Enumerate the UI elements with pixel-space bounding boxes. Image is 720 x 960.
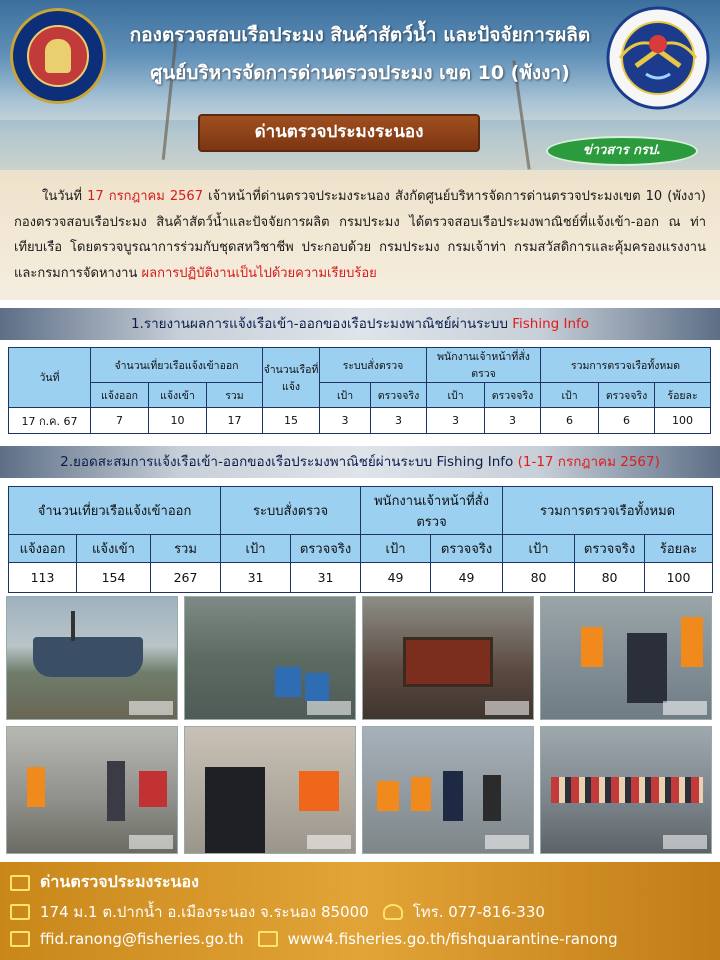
table-cell: 10 bbox=[149, 408, 207, 434]
photo-crew-document-check bbox=[184, 726, 356, 854]
table-cell: 17 ก.ค. 67 bbox=[9, 408, 91, 434]
intro-paragraph bbox=[14, 184, 706, 286]
folder-icon bbox=[10, 875, 30, 891]
footer-address: 174 ม.1 ต.ปากน้ำ อ.เมืองระนอง จ.ระนอง 85000 bbox=[40, 903, 369, 921]
table-cell: 100 bbox=[655, 408, 711, 434]
header-system: ระบบสั่งตรวจ bbox=[320, 348, 427, 383]
section-2-title-bar bbox=[0, 446, 720, 478]
table-cell: 7 bbox=[91, 408, 149, 434]
photo-boat-deck-nets bbox=[184, 596, 356, 720]
photo-fish-hold bbox=[362, 596, 534, 720]
footer-office-name: ด่านตรวจประมงระนอง bbox=[40, 872, 199, 891]
table-cell: 31 bbox=[221, 563, 291, 593]
table-cell: 3 bbox=[427, 408, 485, 434]
header-percent: ร้อยละ bbox=[655, 383, 711, 408]
header-date: วันที่ bbox=[9, 348, 91, 408]
header-sum: รวม bbox=[151, 535, 221, 563]
table-cell: 49 bbox=[361, 563, 431, 593]
table-cell: 80 bbox=[503, 563, 575, 593]
header-target: เป้า bbox=[427, 383, 485, 408]
email-icon bbox=[10, 931, 30, 947]
header-system: ระบบสั่งตรวจ bbox=[221, 487, 361, 535]
header-actual: ตรวจจริง bbox=[485, 383, 541, 408]
section-2-title-period: (1-17 กรกฎาคม 2567) bbox=[517, 454, 660, 470]
photo-fishing-boat bbox=[6, 596, 178, 720]
table-cell: 6 bbox=[541, 408, 599, 434]
photo-group-lineup bbox=[540, 726, 712, 854]
fishery-inspection-badge-logo bbox=[606, 6, 710, 110]
envelope-icon bbox=[10, 904, 30, 920]
header-title-line-1: กองตรวจสอบเรือประมง สินค้าสัตว์น้ำ และปัจจัยการผลิต bbox=[129, 24, 591, 46]
checkpoint-name-banner: ด่านตรวจประมงระนอง bbox=[198, 114, 480, 152]
footer-email[interactable]: ffid.ranong@fisheries.go.th bbox=[40, 930, 244, 948]
header-percent: ร้อยละ bbox=[645, 535, 713, 563]
header-actual: ตรวจจริง bbox=[291, 535, 361, 563]
header-in: แจ้งเข้า bbox=[149, 383, 207, 408]
header-target: เป้า bbox=[503, 535, 575, 563]
table-cell: 113 bbox=[9, 563, 77, 593]
table-cell: 267 bbox=[151, 563, 221, 593]
photo-officers-on-deck bbox=[362, 726, 534, 854]
header-title-line-2: ศูนย์บริหารจัดการด่านตรวจประมง เขต 10 (พังงา) bbox=[150, 62, 570, 84]
table-cell: 6 bbox=[599, 408, 655, 434]
footer-address-row bbox=[10, 900, 545, 924]
header-out: แจ้งออก bbox=[91, 383, 149, 408]
table-cell: 154 bbox=[77, 563, 151, 593]
header-trips: จำนวนเที่ยวเรือแจ้งเข้าออก bbox=[9, 487, 221, 535]
photo-officers-document-check bbox=[540, 596, 712, 720]
header-target: เป้า bbox=[361, 535, 431, 563]
table-cell: 31 bbox=[291, 563, 361, 593]
header-beach-background bbox=[0, 0, 720, 300]
daily-report-table bbox=[8, 347, 711, 434]
header-actual: ตรวจจริง bbox=[575, 535, 645, 563]
header-in: แจ้งเข้า bbox=[77, 535, 151, 563]
header-officer: พนักงานเจ้าหน้าที่สั่งตรวจ bbox=[361, 487, 503, 535]
header-officer: พนักงานเจ้าหน้าที่สั่งตรวจ bbox=[427, 348, 541, 383]
footer-phone: โทร. 077-816-330 bbox=[412, 903, 545, 921]
section-1-title-system: Fishing Info bbox=[512, 316, 590, 332]
footer-website[interactable]: www4.fisheries.go.th/fishquarantine-ranong bbox=[287, 930, 618, 948]
contact-footer bbox=[0, 862, 720, 960]
table-cell: 3 bbox=[485, 408, 541, 434]
table-cell: 3 bbox=[371, 408, 427, 434]
phone-icon bbox=[383, 904, 403, 920]
news-tag: ข่าวสาร กรป. bbox=[546, 136, 698, 166]
header-target: เป้า bbox=[541, 383, 599, 408]
header-vessels: จำนวนเรือที่แจ้ง bbox=[263, 348, 320, 408]
intro-result: ผลการปฏิบัติงานเป็นไปด้วยความเรียบร้อย bbox=[141, 265, 377, 281]
section-2-title: 2.ยอดสะสมการแจ้งเรือเข้า-ออกของเรือประมงพาณิชย์ผ่านระบบ Fishing Info bbox=[60, 454, 518, 470]
intro-text: เจ้าหน้าที่ด่านตรวจประมงระนอง สังกัดศูนย์บริหารจัดการด่านตรวจประมงเขต 10 (พังงา) กองตรวจสอบเรือประมง สินค้าสัตว์น้ำและปัจจัยการผลิต กรมประมง ได้ตรวจสอบเรือประมงพาณิชย์ที่แจ้งเข้า-ออก ณ ท่าเทียบเรือ โดยตรวจบูรณาการร่วมกับชุดสหวิชาชีพ ประกอบด้วย กรมประมง กรมเจ้าท่า กรมสวัสดิการและคุ้มครองแรงงาน และกรมการจัดหางาน bbox=[14, 189, 706, 281]
footer-office-row bbox=[10, 870, 199, 895]
header-actual: ตรวจจริง bbox=[371, 383, 427, 408]
department-seal-logo bbox=[10, 8, 106, 104]
header-total: รวมการตรวจเรือทั้งหมด bbox=[503, 487, 713, 535]
header-target: เป้า bbox=[221, 535, 291, 563]
photo-inspection-team-pier bbox=[6, 726, 178, 854]
header-sum: รวม bbox=[207, 383, 263, 408]
table-cell: 80 bbox=[575, 563, 645, 593]
header-out: แจ้งออก bbox=[9, 535, 77, 563]
cumulative-report-table bbox=[8, 486, 713, 593]
table-cell: 15 bbox=[263, 408, 320, 434]
header-actual: ตรวจจริง bbox=[599, 383, 655, 408]
table-cell: 17 bbox=[207, 408, 263, 434]
intro-date: 17 กรกฎาคม 2567 bbox=[87, 189, 203, 204]
section-1-title: 1.รายงานผลการแจ้งเรือเข้า-ออกของเรือประมงพาณิชย์ผ่านระบบ bbox=[130, 316, 513, 332]
header-target: เป้า bbox=[320, 383, 371, 408]
table-cell: 3 bbox=[320, 408, 371, 434]
header-total: รวมการตรวจเรือทั้งหมด bbox=[541, 348, 711, 383]
header-actual: ตรวจจริง bbox=[431, 535, 503, 563]
section-1-title-bar bbox=[0, 308, 720, 340]
intro-text: ในวันที่ bbox=[42, 189, 88, 204]
computer-icon bbox=[258, 931, 278, 947]
footer-links-row bbox=[10, 930, 618, 948]
table-cell: 49 bbox=[431, 563, 503, 593]
table-cell: 100 bbox=[645, 563, 713, 593]
header-trips: จำนวนเที่ยวเรือแจ้งเข้าออก bbox=[91, 348, 263, 383]
